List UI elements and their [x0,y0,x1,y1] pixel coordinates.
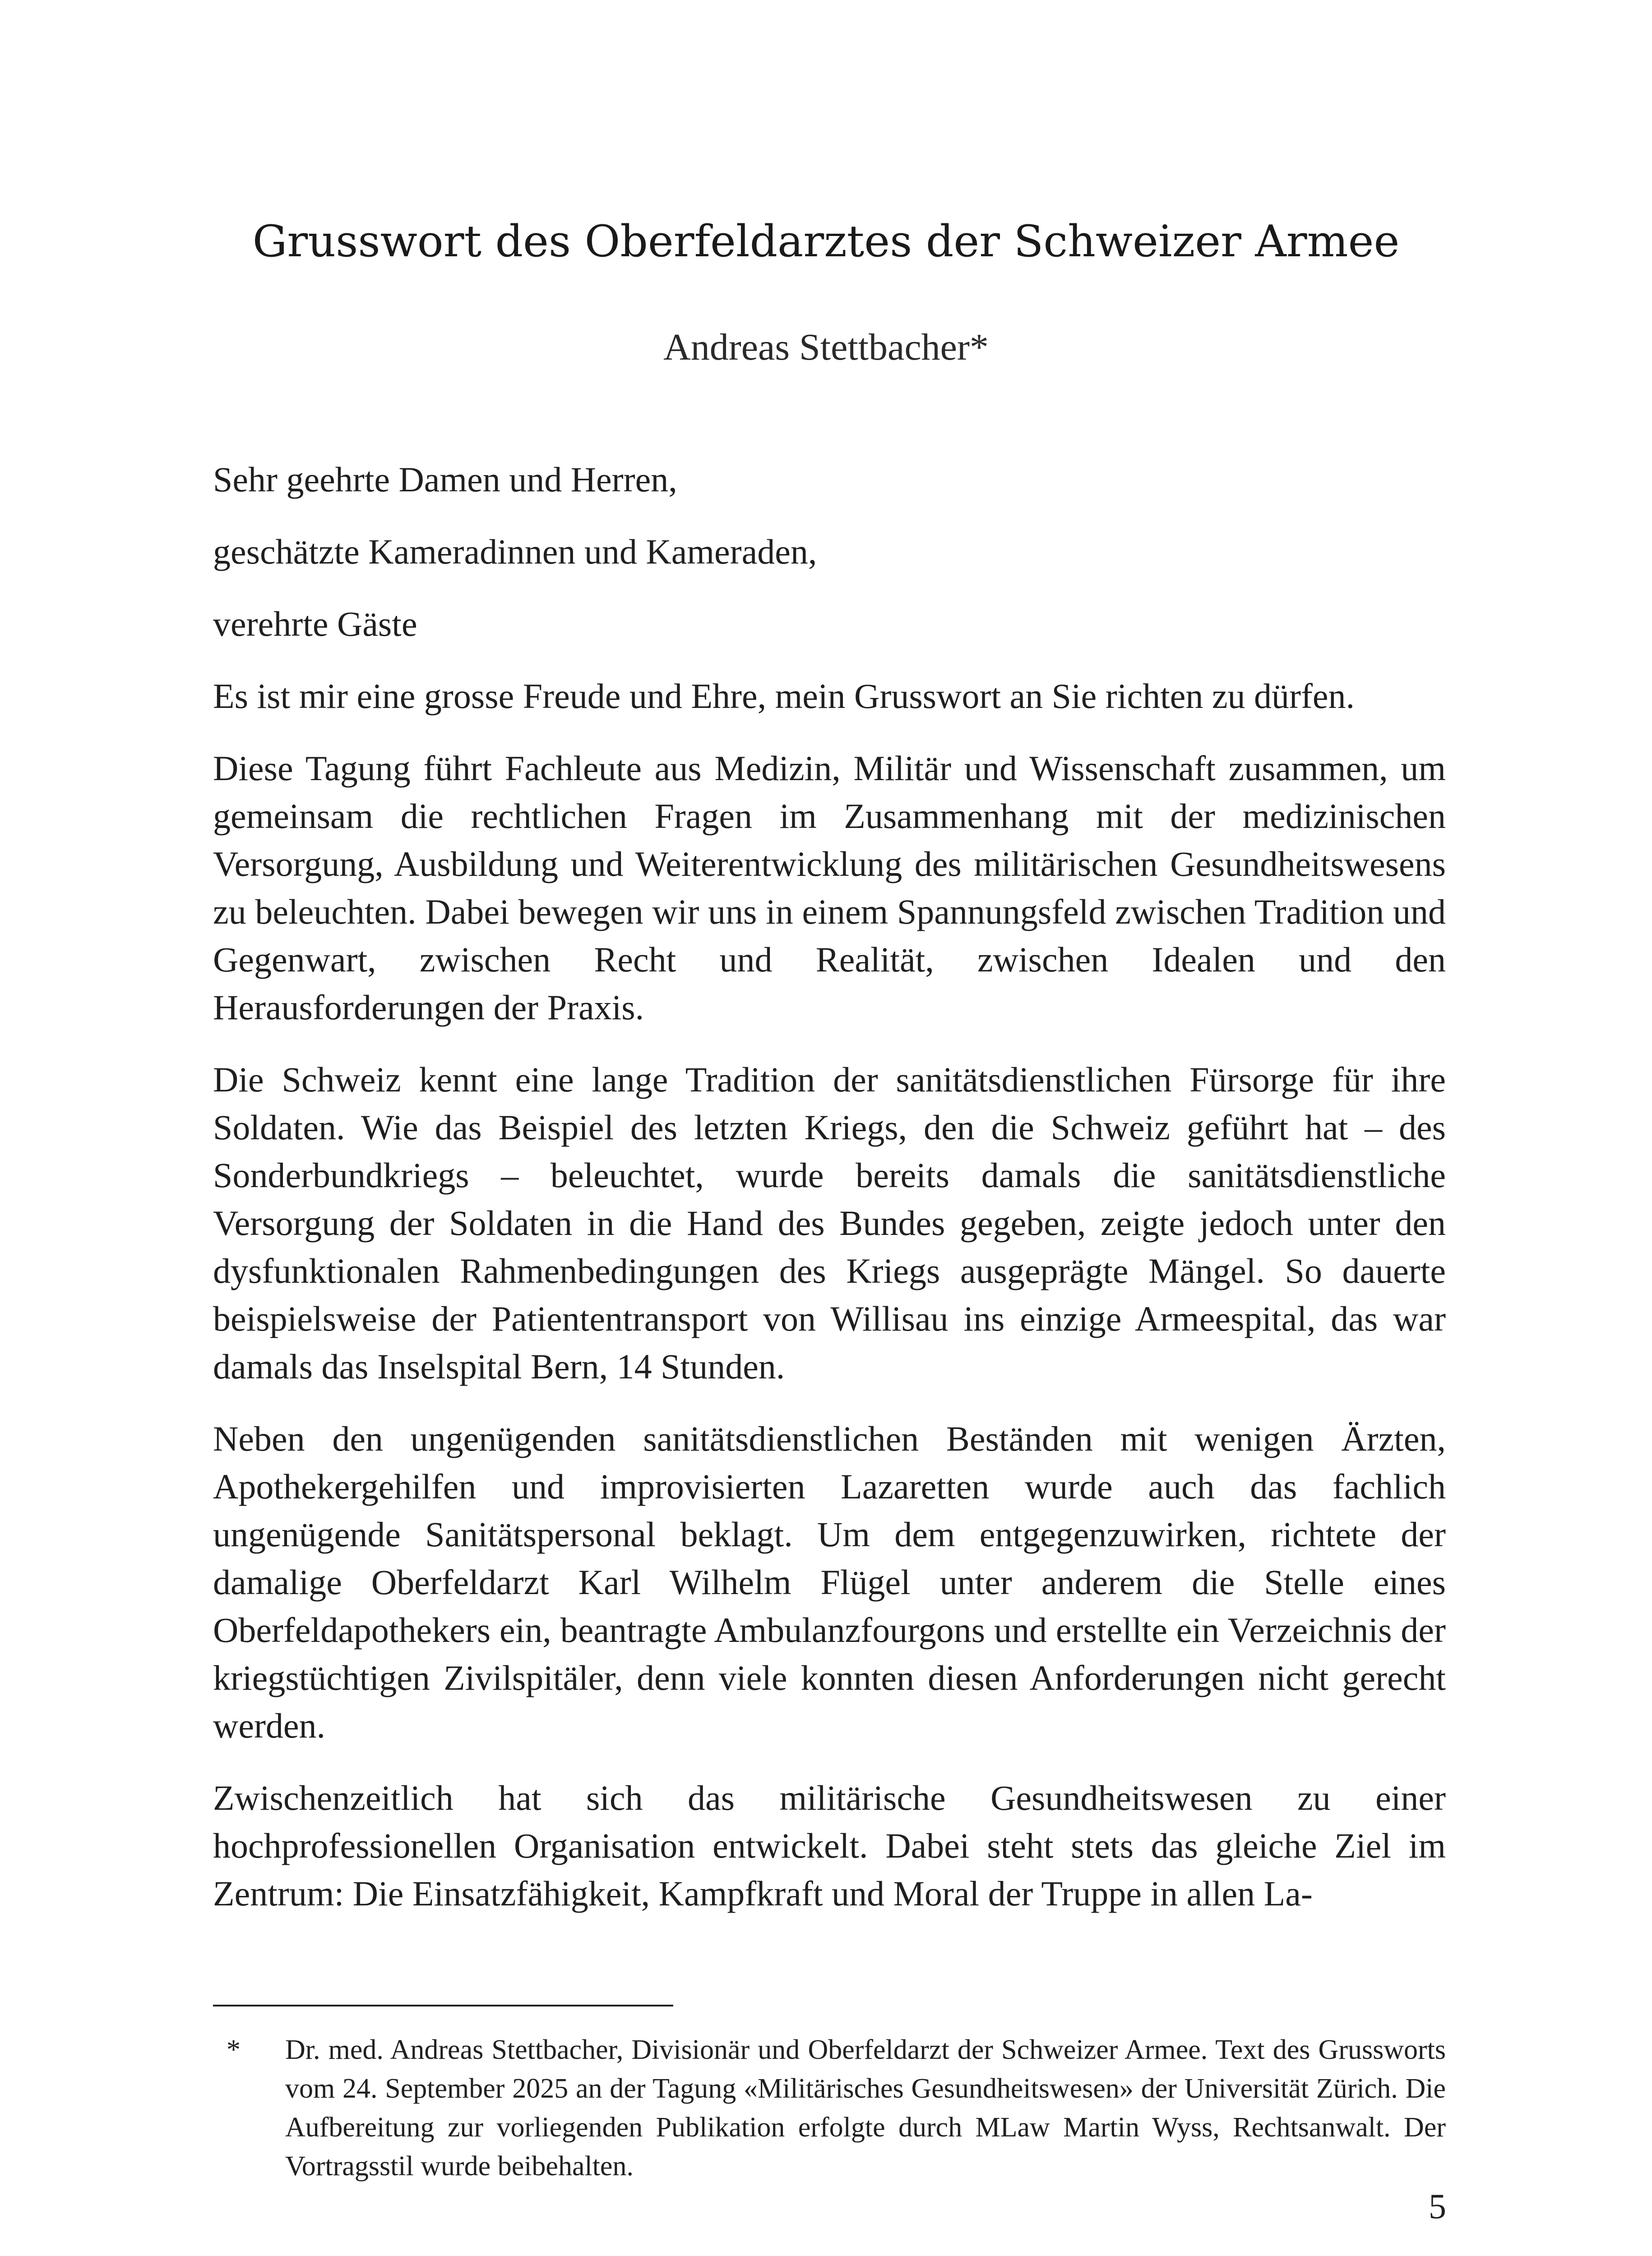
footnote-text: Dr. med. Andreas Stettbacher, Divisionär und Oberfeldarzt der Schweizer Armee. Text des Grussworts vom 24. September 2025 an der Tagung «Militärisches Gesundheitswesen» der Universität Zürich. Die Aufbereitung zur vorliegenden Publikation erfolgte durch MLaw Martin Wyss, Rechtsanwalt. Der Vortragsstil wurde beibehalten. [285,2034,1446,2182]
page-number: 5 [1429,2187,1446,2226]
salutation-line: Sehr geehrte Damen und Herren, [213,460,677,499]
paragraph: Es ist mir eine grosse Freude und Ehre, mein Grusswort an Sie richten zu dürfen. [213,676,1355,716]
salutation-line: geschätzte Kameradinnen und Kameraden, [213,532,817,571]
paragraph: Zwischenzeitlich hat sich das militärische Gesundheitswesen zu einer hochprofessionellen Organisation entwickelt. Dabei steht stets das gleiche Ziel im Zentrum: Die Einsatzfähigkeit, Kampfkraft und Moral der Truppe in allen La- [213,1778,1446,1913]
footnote-divider [213,2005,673,2006]
body-text [213,456,1446,1942]
footnote-marker: * [227,2034,241,2065]
salutation-line: verehrte Gäste [213,604,417,643]
paragraph: Neben den ungenügenden sanitätsdienstlichen Beständen mit wenigen Ärzten, Apothekergehilfen und improvisierten Lazaretten wurde auch das fachlich ungenügende Sanitätspersonal beklagt. Um dem entgegenzuwirken, richtete der damalige Oberfeldarzt Karl Wilhelm Flügel unter anderem die Stelle eines Oberfeldapothekers ein, beantragte Ambulanzfourgons und erstellte ein Verzeichnis der kriegstüchtigen Zivilspitäler, denn viele konnten diesen Anforderungen nicht gerecht werden. [213,1419,1446,1745]
footnote [213,2030,1446,2186]
paragraph: Diese Tagung führt Fachleute aus Medizin, Militär und Wissenschaft zusammen, um gemeinsam die rechtlichen Fragen im Zusammenhang mit der medizinischen Versorgung, Ausbildung und Weiterentwicklung des militärischen Gesundheitswesens zu beleuchten. Dabei bewegen wir uns in einem Spannungsfeld zwischen Tradition und Gegenwart, zwischen Recht und Realität, zwischen Idealen und den Herausforderungen der Praxis. [213,749,1446,1027]
page-title: Grusswort des Oberfeldarztes der Schweizer Armee [252,216,1400,267]
author-name: Andreas Stettbacher* [663,326,989,368]
paragraph: Die Schweiz kennt eine lange Tradition der sanitätsdienstlichen Fürsorge für ihre Soldaten. Wie das Beispiel des letzten Kriegs, den die Schweiz geführt hat – des Sonderbundkriegs – beleuchtet, wurde bereits damals die sanitätsdienstliche Versorgung der Soldaten in die Hand des Bundes gegeben, zeigte jedoch unter den dysfunktionalen Rahmenbedingungen des Kriegs ausgeprägte Mängel. So dauerte beispielsweise der Patiententransport von Willisau ins einzige Armeespital, das war damals das Inselspital Bern, 14 Stunden. [213,1060,1446,1386]
